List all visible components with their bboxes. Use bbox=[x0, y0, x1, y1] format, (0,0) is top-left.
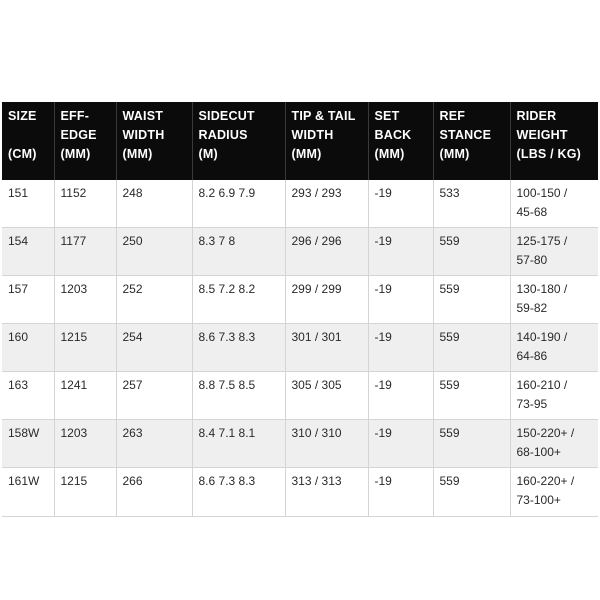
table-row bbox=[2, 180, 598, 228]
cell-tip-tail-width: 293 / 293 bbox=[285, 180, 368, 228]
cell-sidecut-radius: 8.4 7.1 8.1 bbox=[192, 420, 285, 468]
cell-rider-weight: 125-175 / 57-80 bbox=[510, 228, 598, 276]
header-rider-weight: RIDER WEIGHT (LBS / KG) bbox=[510, 102, 598, 180]
cell-eff-edge: 1215 bbox=[54, 324, 116, 372]
cell-waist-width: 263 bbox=[116, 420, 192, 468]
snowboard-spec-table bbox=[2, 102, 598, 517]
cell-size: 151 bbox=[2, 180, 54, 228]
cell-ref-stance: 559 bbox=[433, 372, 510, 420]
cell-sidecut-radius: 8.6 7.3 8.3 bbox=[192, 324, 285, 372]
cell-ref-stance: 559 bbox=[433, 228, 510, 276]
header-ref-stance: REF STANCE (MM) bbox=[433, 102, 510, 180]
table-row bbox=[2, 420, 598, 468]
cell-eff-edge: 1241 bbox=[54, 372, 116, 420]
header-sidecut-radius: SIDECUT RADIUS (M) bbox=[192, 102, 285, 180]
cell-sidecut-radius: 8.6 7.3 8.3 bbox=[192, 468, 285, 517]
cell-tip-tail-width: 301 / 301 bbox=[285, 324, 368, 372]
cell-waist-width: 257 bbox=[116, 372, 192, 420]
cell-set-back: -19 bbox=[368, 468, 433, 517]
cell-rider-weight: 140-190 / 64-86 bbox=[510, 324, 598, 372]
table-row bbox=[2, 324, 598, 372]
cell-size: 163 bbox=[2, 372, 54, 420]
cell-rider-weight: 160-220+ / 73-100+ bbox=[510, 468, 598, 517]
cell-tip-tail-width: 299 / 299 bbox=[285, 276, 368, 324]
header-eff-edge: EFF- EDGE (MM) bbox=[54, 102, 116, 180]
cell-waist-width: 254 bbox=[116, 324, 192, 372]
cell-eff-edge: 1215 bbox=[54, 468, 116, 517]
cell-tip-tail-width: 313 / 313 bbox=[285, 468, 368, 517]
cell-rider-weight: 160-210 / 73-95 bbox=[510, 372, 598, 420]
cell-set-back: -19 bbox=[368, 324, 433, 372]
cell-set-back: -19 bbox=[368, 420, 433, 468]
table-row bbox=[2, 468, 598, 517]
cell-size: 158W bbox=[2, 420, 54, 468]
table-row bbox=[2, 276, 598, 324]
cell-eff-edge: 1177 bbox=[54, 228, 116, 276]
cell-waist-width: 248 bbox=[116, 180, 192, 228]
header-waist-width: WAIST WIDTH (MM) bbox=[116, 102, 192, 180]
cell-rider-weight: 100-150 / 45-68 bbox=[510, 180, 598, 228]
cell-size: 157 bbox=[2, 276, 54, 324]
cell-set-back: -19 bbox=[368, 180, 433, 228]
cell-ref-stance: 559 bbox=[433, 468, 510, 517]
cell-size: 160 bbox=[2, 324, 54, 372]
cell-eff-edge: 1152 bbox=[54, 180, 116, 228]
cell-set-back: -19 bbox=[368, 276, 433, 324]
cell-waist-width: 250 bbox=[116, 228, 192, 276]
cell-rider-weight: 130-180 / 59-82 bbox=[510, 276, 598, 324]
table-row bbox=[2, 228, 598, 276]
cell-sidecut-radius: 8.3 7 8 bbox=[192, 228, 285, 276]
cell-eff-edge: 1203 bbox=[54, 276, 116, 324]
cell-set-back: -19 bbox=[368, 228, 433, 276]
cell-sidecut-radius: 8.2 6.9 7.9 bbox=[192, 180, 285, 228]
cell-size: 161W bbox=[2, 468, 54, 517]
cell-tip-tail-width: 310 / 310 bbox=[285, 420, 368, 468]
header-tip-tail-width: TIP & TAIL WIDTH (MM) bbox=[285, 102, 368, 180]
cell-ref-stance: 559 bbox=[433, 420, 510, 468]
cell-sidecut-radius: 8.5 7.2 8.2 bbox=[192, 276, 285, 324]
cell-waist-width: 252 bbox=[116, 276, 192, 324]
cell-rider-weight: 150-220+ / 68-100+ bbox=[510, 420, 598, 468]
cell-sidecut-radius: 8.8 7.5 8.5 bbox=[192, 372, 285, 420]
header-row bbox=[2, 102, 598, 180]
cell-tip-tail-width: 296 / 296 bbox=[285, 228, 368, 276]
cell-eff-edge: 1203 bbox=[54, 420, 116, 468]
cell-ref-stance: 533 bbox=[433, 180, 510, 228]
cell-set-back: -19 bbox=[368, 372, 433, 420]
cell-size: 154 bbox=[2, 228, 54, 276]
cell-tip-tail-width: 305 / 305 bbox=[285, 372, 368, 420]
table-row bbox=[2, 372, 598, 420]
cell-ref-stance: 559 bbox=[433, 276, 510, 324]
header-size: SIZE (CM) bbox=[2, 102, 54, 180]
cell-ref-stance: 559 bbox=[433, 324, 510, 372]
cell-waist-width: 266 bbox=[116, 468, 192, 517]
header-set-back: SET BACK (MM) bbox=[368, 102, 433, 180]
